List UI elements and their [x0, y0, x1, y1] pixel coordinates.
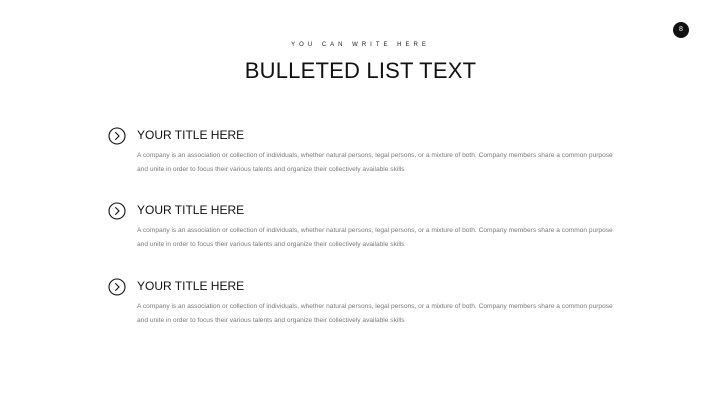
item-title: YOUR TITLE HERE: [137, 128, 245, 142]
item-title: YOUR TITLE HERE: [137, 279, 245, 293]
item-description: A company is an association or collection of individuals, whether natural persons, legal persons, or a mixture of both. Company members share a common purpose and unite in order to focus their various talents and organize their collectively available skills: [137, 227, 613, 248]
item-description: A company is an association or collection of individuals, whether natural persons, legal persons, or a mixture of both. Company members share a common purpose and unite in order to focus their various talents and organize their collectively available skills: [137, 152, 613, 173]
chevron-right-circle-icon: [108, 278, 126, 296]
chevron-right-circle-icon: [108, 127, 126, 145]
page-number-badge: 8: [673, 22, 689, 38]
item-description: A company is an association or collection of individuals, whether natural persons, legal persons, or a mixture of both. Company members share a common purpose and unite in order to focus their various talents and organize their collectively available skills: [137, 303, 613, 324]
item-title: YOUR TITLE HERE: [137, 203, 245, 217]
kicker-text: YOU CAN WRITE HERE: [291, 42, 430, 48]
chevron-right-circle-icon: [108, 202, 126, 220]
page-title: BULLETED LIST TEXT: [244, 58, 477, 83]
